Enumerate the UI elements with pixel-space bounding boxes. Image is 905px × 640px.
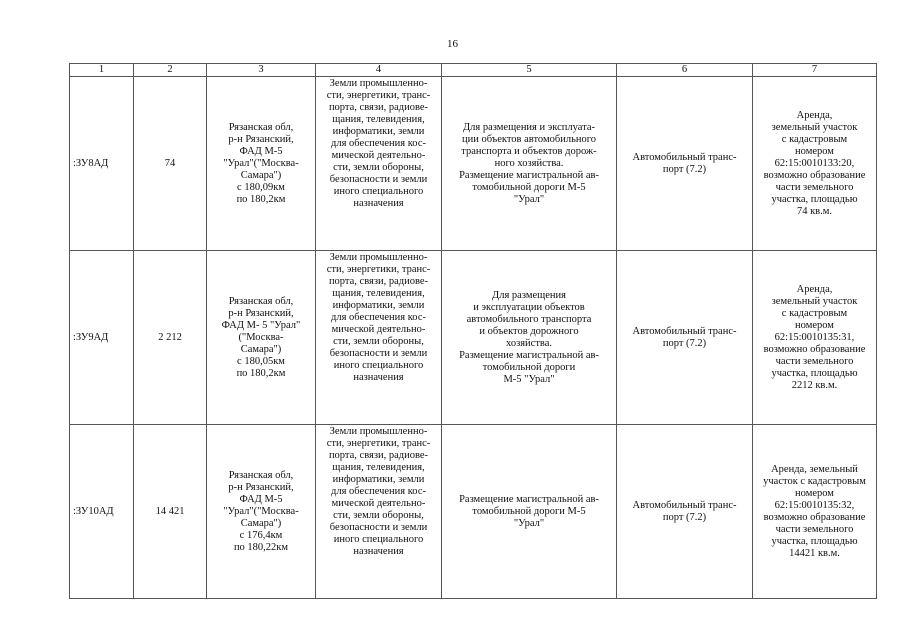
purpose-cell: Для размещения и эксплуатации объектов автомобильного транспорта и объектов дорожного хозяйства. Размещение магистральной ав- томобильной дороги М-5 "Урал" — [442, 251, 617, 425]
page-number: 16 — [447, 38, 458, 50]
table-row — [70, 251, 877, 425]
column-header-5: 5 — [442, 64, 617, 77]
use-type-cell: Автомобильный транс- порт (7.2) — [617, 77, 753, 251]
use-type-cell: Автомобильный транс- порт (7.2) — [617, 425, 753, 599]
area-cell: 14 421 — [134, 425, 207, 599]
table-header-row — [70, 64, 877, 77]
area-cell: 74 — [134, 77, 207, 251]
table-row — [70, 77, 877, 251]
table-row — [70, 425, 877, 599]
purpose-cell: Размещение магистральной ав- томобильной дороги М-5 "Урал" — [442, 425, 617, 599]
column-header-3: 3 — [207, 64, 316, 77]
land-category-cell: Земли промышленно- сти, энергетики, транс- порта, связи, радиове- щания, телевидения, информатики, земли для обеспечения кос- мической деятельно- сти, земли обороны, безопасности и земли иного специального назначения — [316, 425, 442, 599]
column-header-6: 6 — [617, 64, 753, 77]
note-cell: Аренда, земельный участок с кадастровым номером 62:15:0010135:31, возможно образование части земельного участка, площадью 2212 кв.м. — [753, 251, 877, 425]
location-cell: Рязанская обл, р-н Рязанский, ФАД М- 5 "Урал" ("Москва- Самара") с 180,05км по 180,2км — [207, 251, 316, 425]
location-cell: Рязанская обл, р-н Рязанский, ФАД М-5 "Урал"("Москва- Самара") с 176,4км по 180,22км — [207, 425, 316, 599]
area-cell: 2 212 — [134, 251, 207, 425]
location-cell: Рязанская обл, р-н Рязанский, ФАД М-5 "Урал"("Москва- Самара") с 180,09км по 180,2км — [207, 77, 316, 251]
column-header-4: 4 — [316, 64, 442, 77]
column-header-1: 1 — [70, 64, 134, 77]
column-header-7: 7 — [753, 64, 877, 77]
land-category-cell: Земли промышленно- сти, энергетики, транс- порта, связи, радиове- щания, телевидения, информатики, земли для обеспечения кос- мической деятельно- сти, земли обороны, безопасности и земли иного специального назначения — [316, 77, 442, 251]
note-cell: Аренда, земельный участок с кадастровым номером 62:15:0010135:32, возможно образование части земельного участка, площадью 14421 кв.м. — [753, 425, 877, 599]
plot-id-cell: :ЗУ9АД — [70, 251, 134, 425]
note-cell: Аренда, земельный участок с кадастровым номером 62:15:0010133:20, возможно образование части земельного участка, площадью 74 кв.м. — [753, 77, 877, 251]
land-category-cell: Земли промышленно- сти, энергетики, транс- порта, связи, радиове- щания, телевидения, информатики, земли для обеспечения кос- мической деятельно- сти, земли обороны, безопасности и земли иного специального назначения — [316, 251, 442, 425]
land-plots-table — [69, 63, 877, 599]
purpose-cell: Для размещения и эксплуата- ции объектов автомобильного транспорта и объектов дорож- ного хозяйства. Размещение магистральной ав- томобильной дороги М-5 "Урал" — [442, 77, 617, 251]
use-type-cell: Автомобильный транс- порт (7.2) — [617, 251, 753, 425]
plot-id-cell: :ЗУ8АД — [70, 77, 134, 251]
plot-id-cell: :ЗУ10АД — [70, 425, 134, 599]
column-header-2: 2 — [134, 64, 207, 77]
